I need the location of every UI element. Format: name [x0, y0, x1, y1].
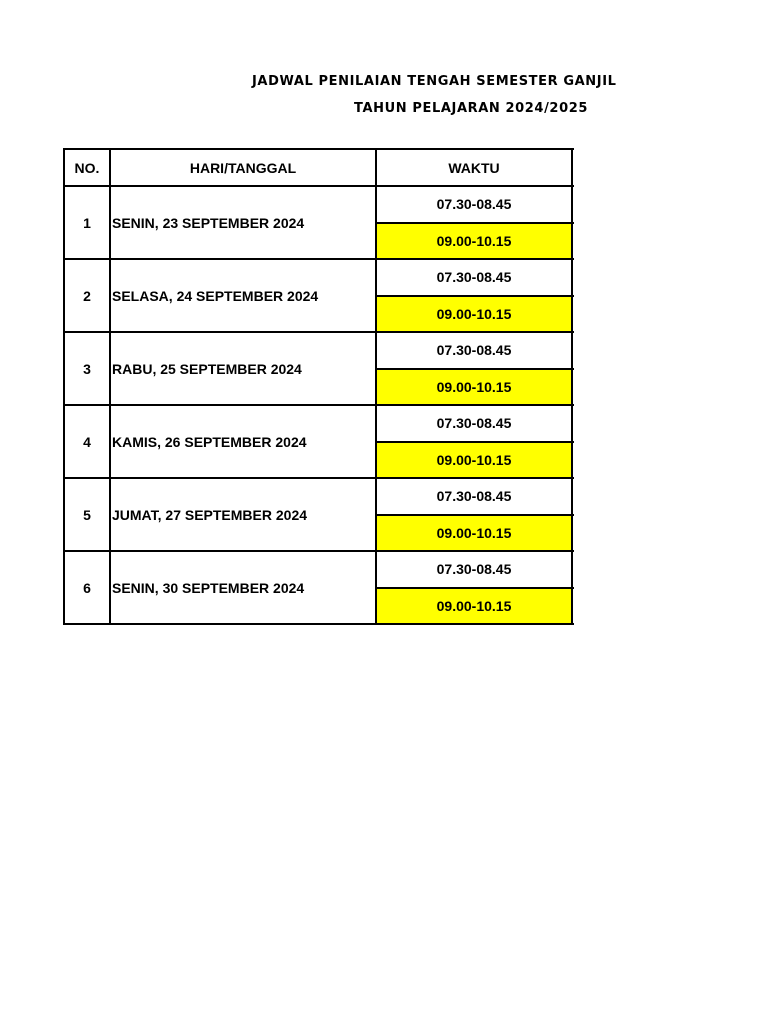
- row-date: JUMAT, 27 SEPTEMBER 2024: [112, 506, 308, 523]
- row-divider: [64, 404, 574, 406]
- time-slot-2: 09.00-10.15: [376, 442, 572, 479]
- time-slot-2: 09.00-10.15: [376, 296, 572, 333]
- table-border-top: [64, 148, 574, 150]
- row-divider: [64, 258, 574, 260]
- row-date: SENIN, 23 SEPTEMBER 2024: [112, 214, 305, 231]
- column-divider-0: [63, 148, 65, 625]
- time-slot-2: 09.00-10.15: [376, 369, 572, 406]
- time-slot-1: 07.30-08.45: [436, 342, 512, 359]
- time-slot-1: 07.30-08.45: [436, 196, 512, 213]
- time-slot-1: 07.30-08.45: [436, 415, 512, 432]
- time-slot-divider: [376, 368, 574, 370]
- row-divider: [64, 550, 574, 552]
- header-time: WAKTU: [448, 159, 500, 176]
- row-date: SELASA, 24 SEPTEMBER 2024: [112, 287, 319, 304]
- column-divider-3: [571, 148, 573, 625]
- time-slot-divider: [376, 441, 574, 443]
- document-title: JADWAL PENILAIAN TENGAH SEMESTER GANJIL: [252, 74, 617, 89]
- row-date: KAMIS, 26 SEPTEMBER 2024: [112, 433, 307, 450]
- row-date: RABU, 25 SEPTEMBER 2024: [112, 360, 302, 377]
- row-number: 4: [83, 433, 91, 450]
- header-no: NO.: [74, 159, 100, 176]
- time-slot-divider: [376, 222, 574, 224]
- column-divider-2: [375, 148, 377, 625]
- header-divider: [64, 185, 574, 187]
- time-slot-divider: [376, 587, 574, 589]
- time-slot-divider: [376, 295, 574, 297]
- column-divider-1: [109, 148, 111, 625]
- document-subtitle: TAHUN PELAJARAN 2024/2025: [354, 101, 589, 116]
- schedule-table: [64, 149, 572, 624]
- row-date: SENIN, 30 SEPTEMBER 2024: [112, 579, 305, 596]
- row-divider: [64, 623, 574, 625]
- row-divider: [64, 331, 574, 333]
- time-slot-2: 09.00-10.15: [376, 223, 572, 260]
- time-slot-divider: [376, 514, 574, 516]
- time-slot-1: 07.30-08.45: [436, 488, 512, 505]
- row-number: 2: [83, 287, 91, 304]
- row-number: 3: [83, 360, 91, 377]
- time-slot-1: 07.30-08.45: [436, 561, 512, 578]
- row-number: 5: [83, 506, 91, 523]
- row-number: 1: [83, 214, 91, 231]
- time-slot-2: 09.00-10.15: [376, 588, 572, 625]
- time-slot-2: 09.00-10.15: [376, 515, 572, 552]
- row-number: 6: [83, 579, 91, 596]
- row-divider: [64, 477, 574, 479]
- header-date: HARI/TANGGAL: [189, 159, 297, 176]
- time-slot-1: 07.30-08.45: [436, 269, 512, 286]
